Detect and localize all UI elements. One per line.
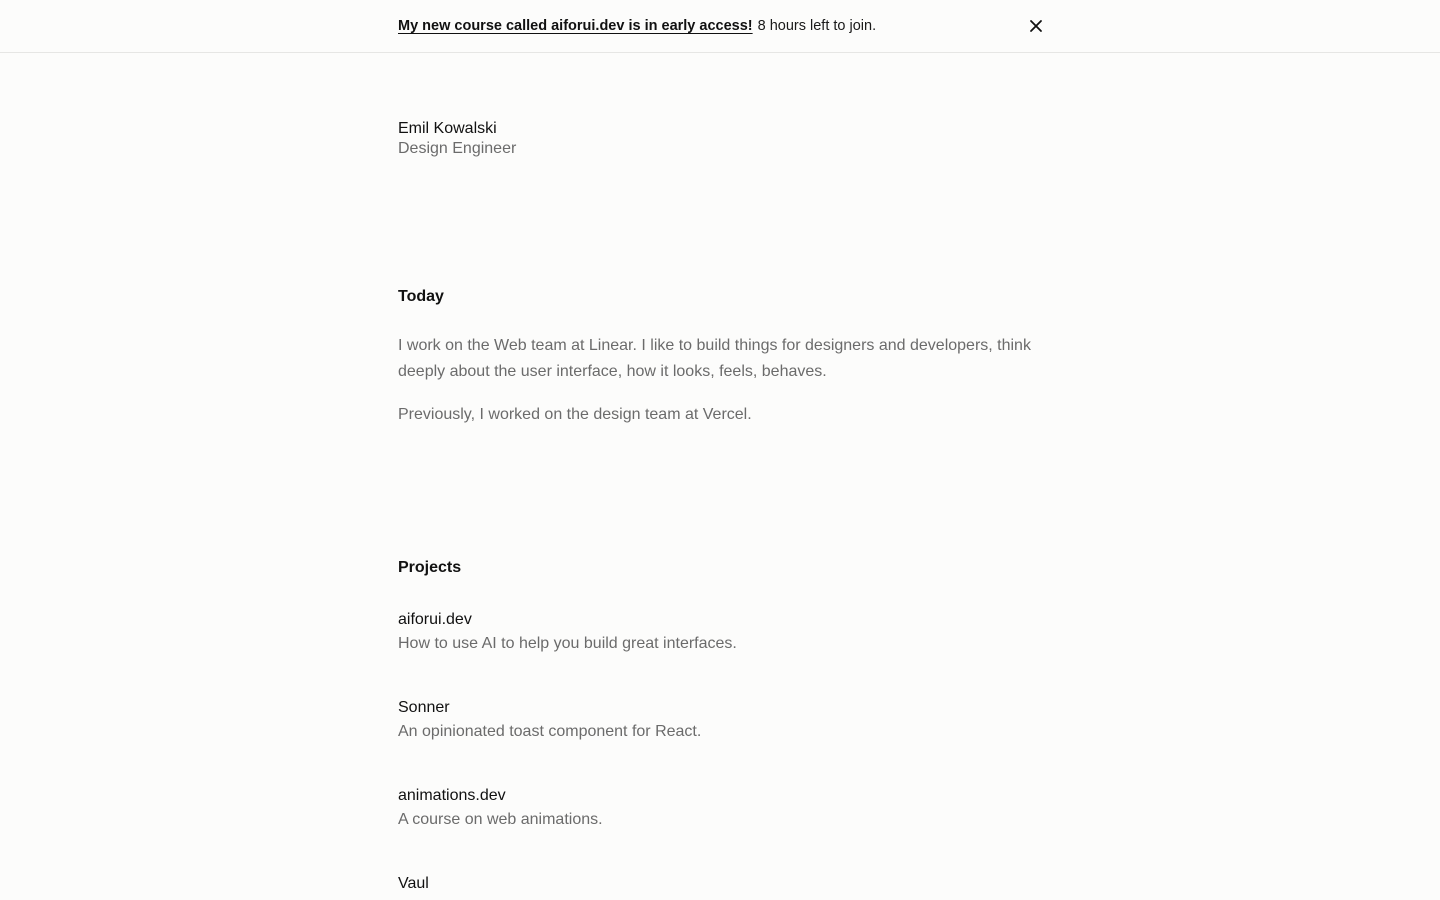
project-description-sonner: An opinionated toast component for React. [398,723,702,740]
announcement-text: 8 hours left to join. [757,18,877,34]
project-description-animations: A course on web animations. [398,811,603,828]
projects-heading: Projects [398,559,462,576]
today-paragraph-2: Previously, I worked on the design team at Vercel. [398,406,752,423]
project-description-aiforui: How to use AI to help you build great interfaces. [398,635,737,652]
announcement-content [398,0,1046,52]
announcement-banner [0,0,1440,53]
close-icon [1029,19,1043,33]
profile-role: Design Engineer [398,140,517,157]
project-link-sonner[interactable]: Sonner [398,699,450,716]
project-link-aiforui[interactable]: aiforui.dev [398,611,472,628]
announcement-link[interactable]: My new course called aiforui.dev is in early access! [398,18,753,34]
project-link-vaul[interactable]: Vaul [398,875,429,892]
project-link-animations[interactable]: animations.dev [398,787,506,804]
today-paragraph-1: I work on the Web team at Linear. I like to build things for designers and developers, think deeply about the user interface, how it looks, feels, behaves. [398,337,1031,380]
today-heading: Today [398,288,444,305]
profile-name: Emil Kowalski [398,120,497,137]
close-banner-button[interactable] [1026,16,1046,36]
